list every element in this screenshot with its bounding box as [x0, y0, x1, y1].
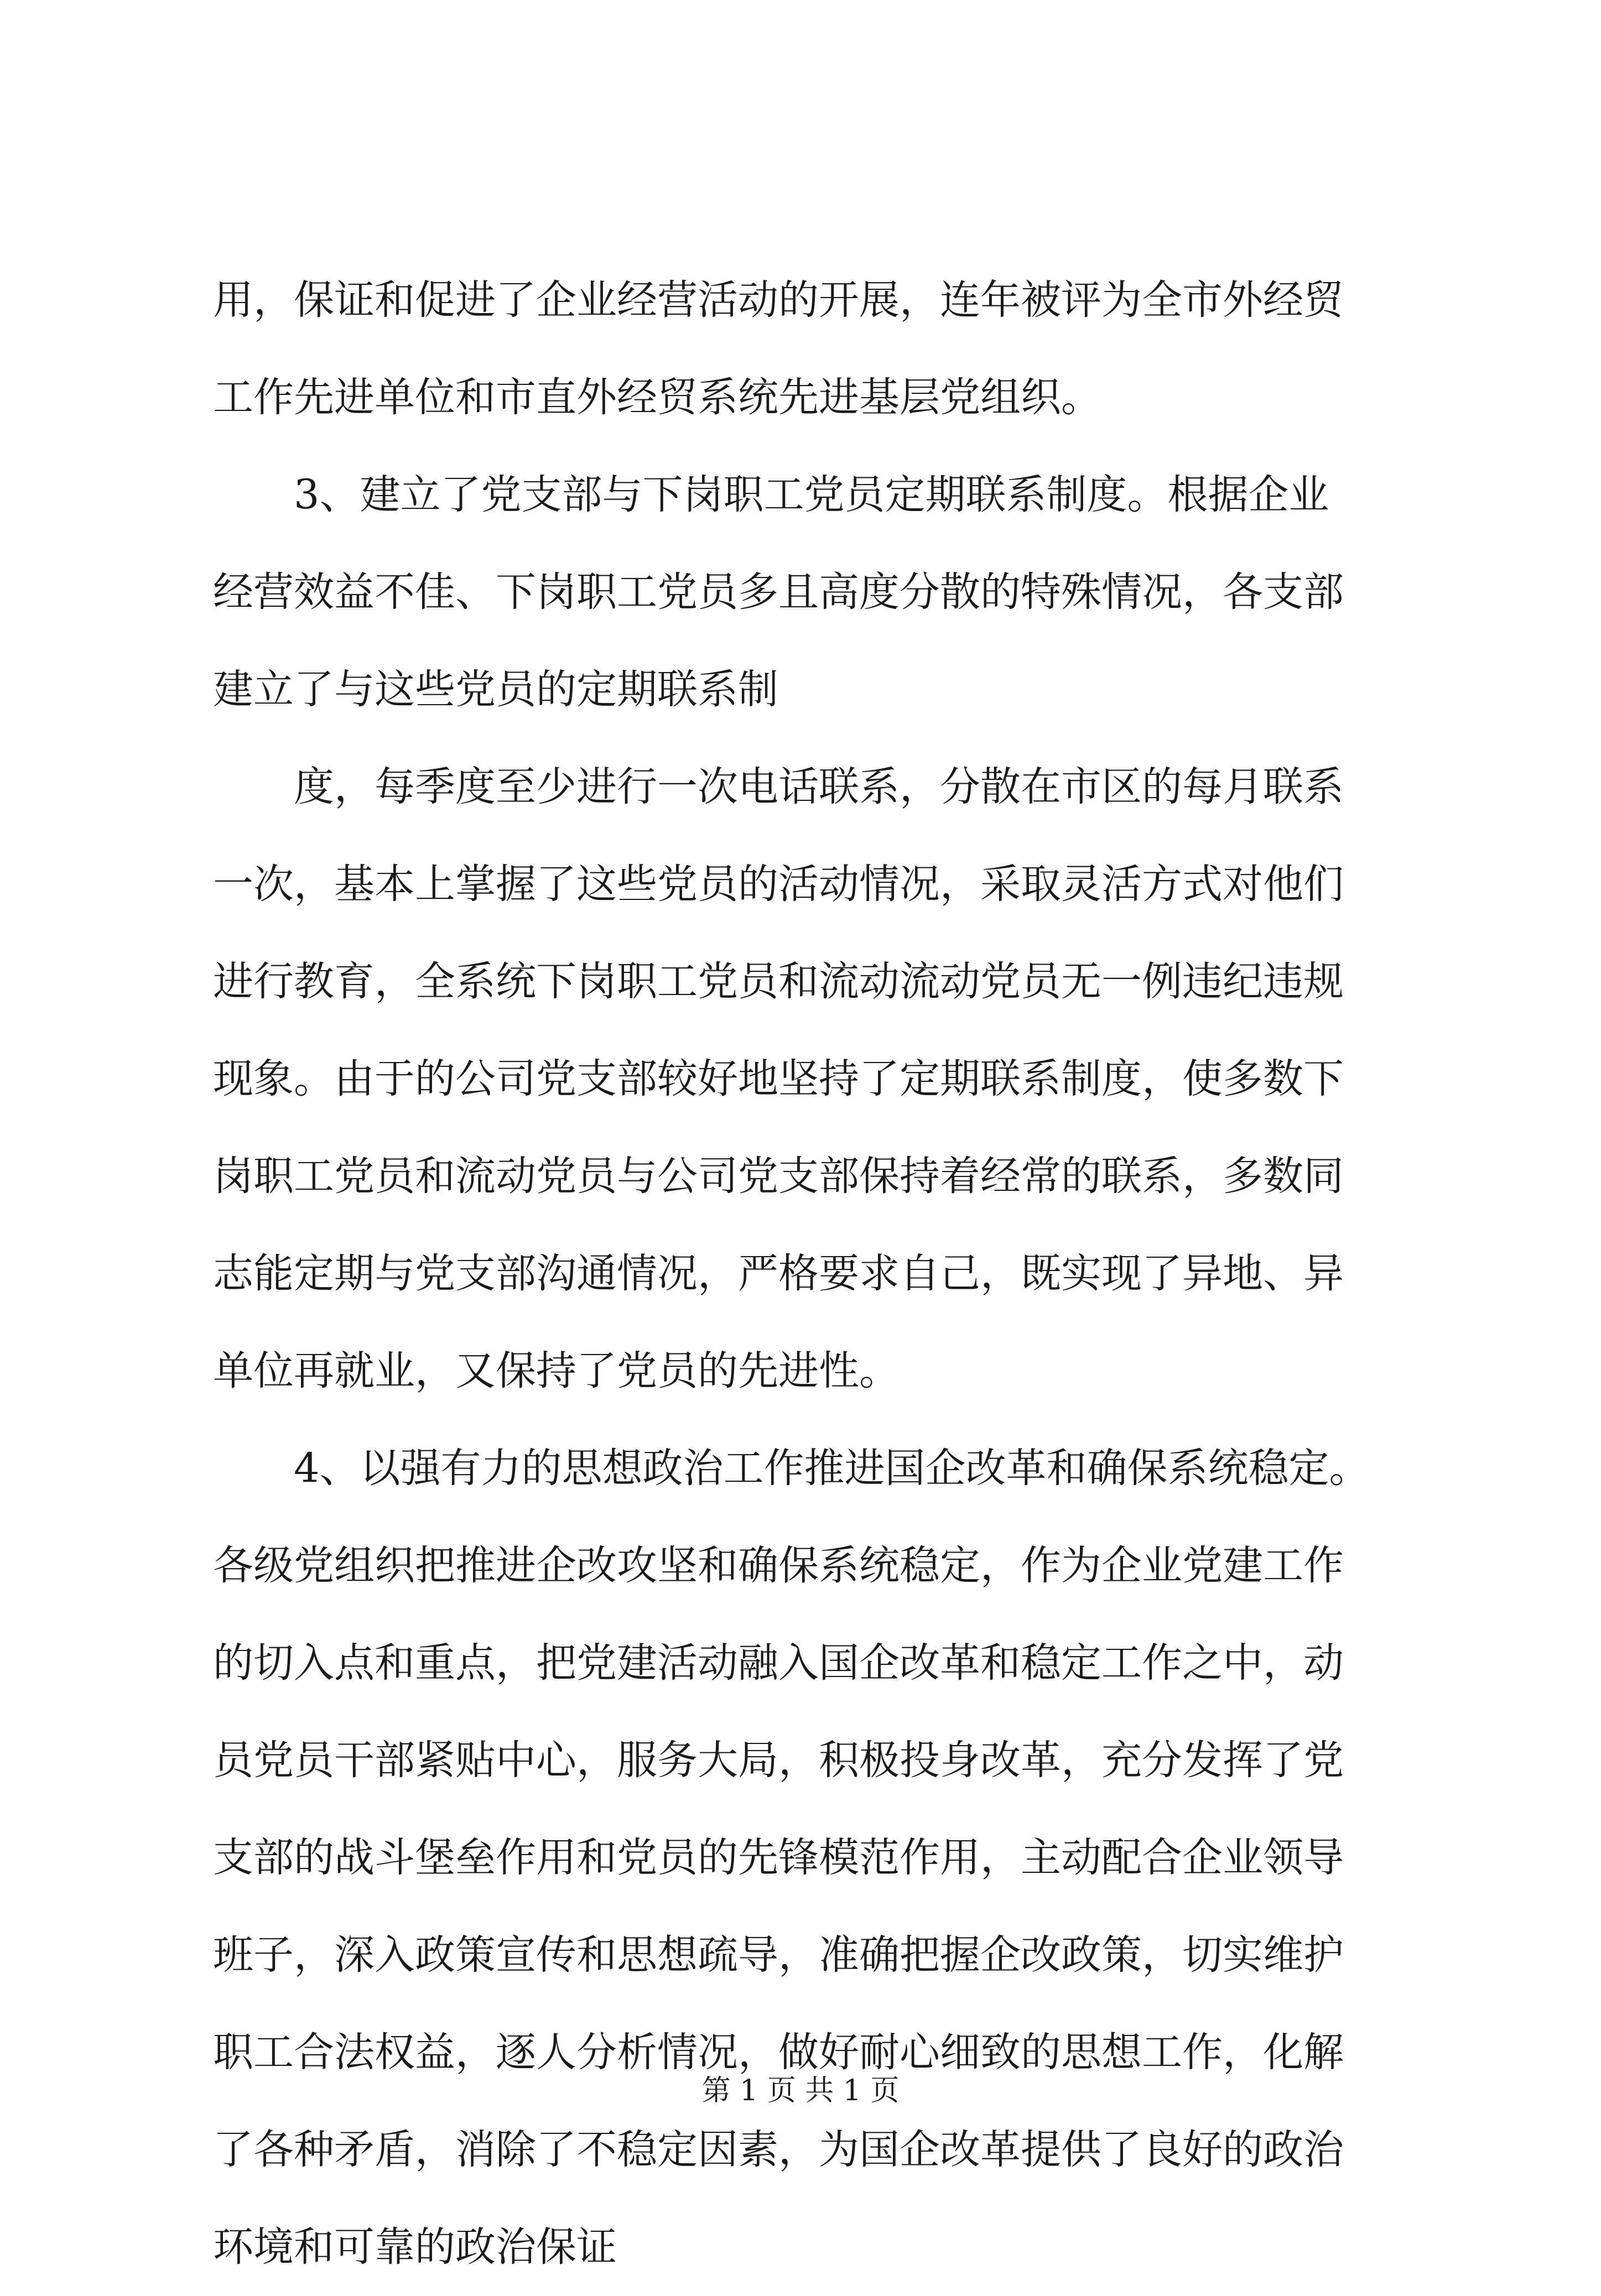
text-line: 工作先进单位和市直外经贸系统先进基层党组织。 [213, 374, 1101, 421]
text-line: 志能定期与党支部沟通情况，严格要求自己，既实现了异地、异 [213, 1250, 1344, 1297]
text-line: 进行教育，全系统下岗职工党员和流动流动党员无一例违纪违规 [213, 958, 1344, 1005]
text-line: 各级党组织把推进企改攻坚和确保系统稳定，作为企业党建工作 [213, 1542, 1344, 1589]
text-line: 一次，基本上掌握了这些党员的活动情况，采取灵活方式对他们 [213, 861, 1344, 908]
text-line: 员党员干部紧贴中心，服务大局，积极投身改革，充分发挥了党 [213, 1737, 1344, 1784]
page-number-footer: 第 1 页 共 1 页 [701, 2074, 900, 2107]
text-line: 经营效益不佳、下岗职工党员多且高度分散的特殊情况，各支部 [213, 569, 1344, 616]
text-line: 用，保证和促进了企业经营活动的开展，连年被评为全市外经贸 [213, 277, 1344, 324]
text-line: 4、以强有力的思想政治工作推进国企改革和确保系统稳定。 [294, 1445, 1370, 1492]
text-line: 现象。由于的公司党支部较好地坚持了定期联系制度，使多数下 [213, 1055, 1344, 1102]
text-line: 职工合法权益，逐人分析情况，做好耐心细致的思想工作，化解 [213, 2029, 1344, 2076]
text-line: 单位再就业，又保持了党员的先进性。 [213, 1347, 900, 1394]
text-line: 度，每季度至少进行一次电话联系，分散在市区的每月联系 [294, 763, 1344, 810]
text-line: 了各种矛盾，消除了不稳定因素，为国企改革提供了良好的政治 [213, 2126, 1344, 2173]
text-line: 的切入点和重点，把党建活动融入国企改革和稳定工作之中，动 [213, 1639, 1344, 1686]
document-body [213, 252, 1391, 2296]
text-line: 建立了与这些党员的定期联系制 [213, 666, 778, 713]
text-line: 环境和可靠的政治保证 [213, 2224, 617, 2271]
text-line: 支部的战斗堡垒作用和党员的先锋模范作用，主动配合企业领导 [213, 1834, 1344, 1881]
text-line: 岗职工党员和流动党员与公司党支部保持着经常的联系，多数同 [213, 1153, 1344, 1200]
text-line: 3、建立了党支部与下岗职工党员定期联系制度。根据企业 [294, 471, 1329, 518]
text-line: 班子，深入政策宣传和思想疏导，准确把握企改政策，切实维护 [213, 1931, 1344, 1979]
